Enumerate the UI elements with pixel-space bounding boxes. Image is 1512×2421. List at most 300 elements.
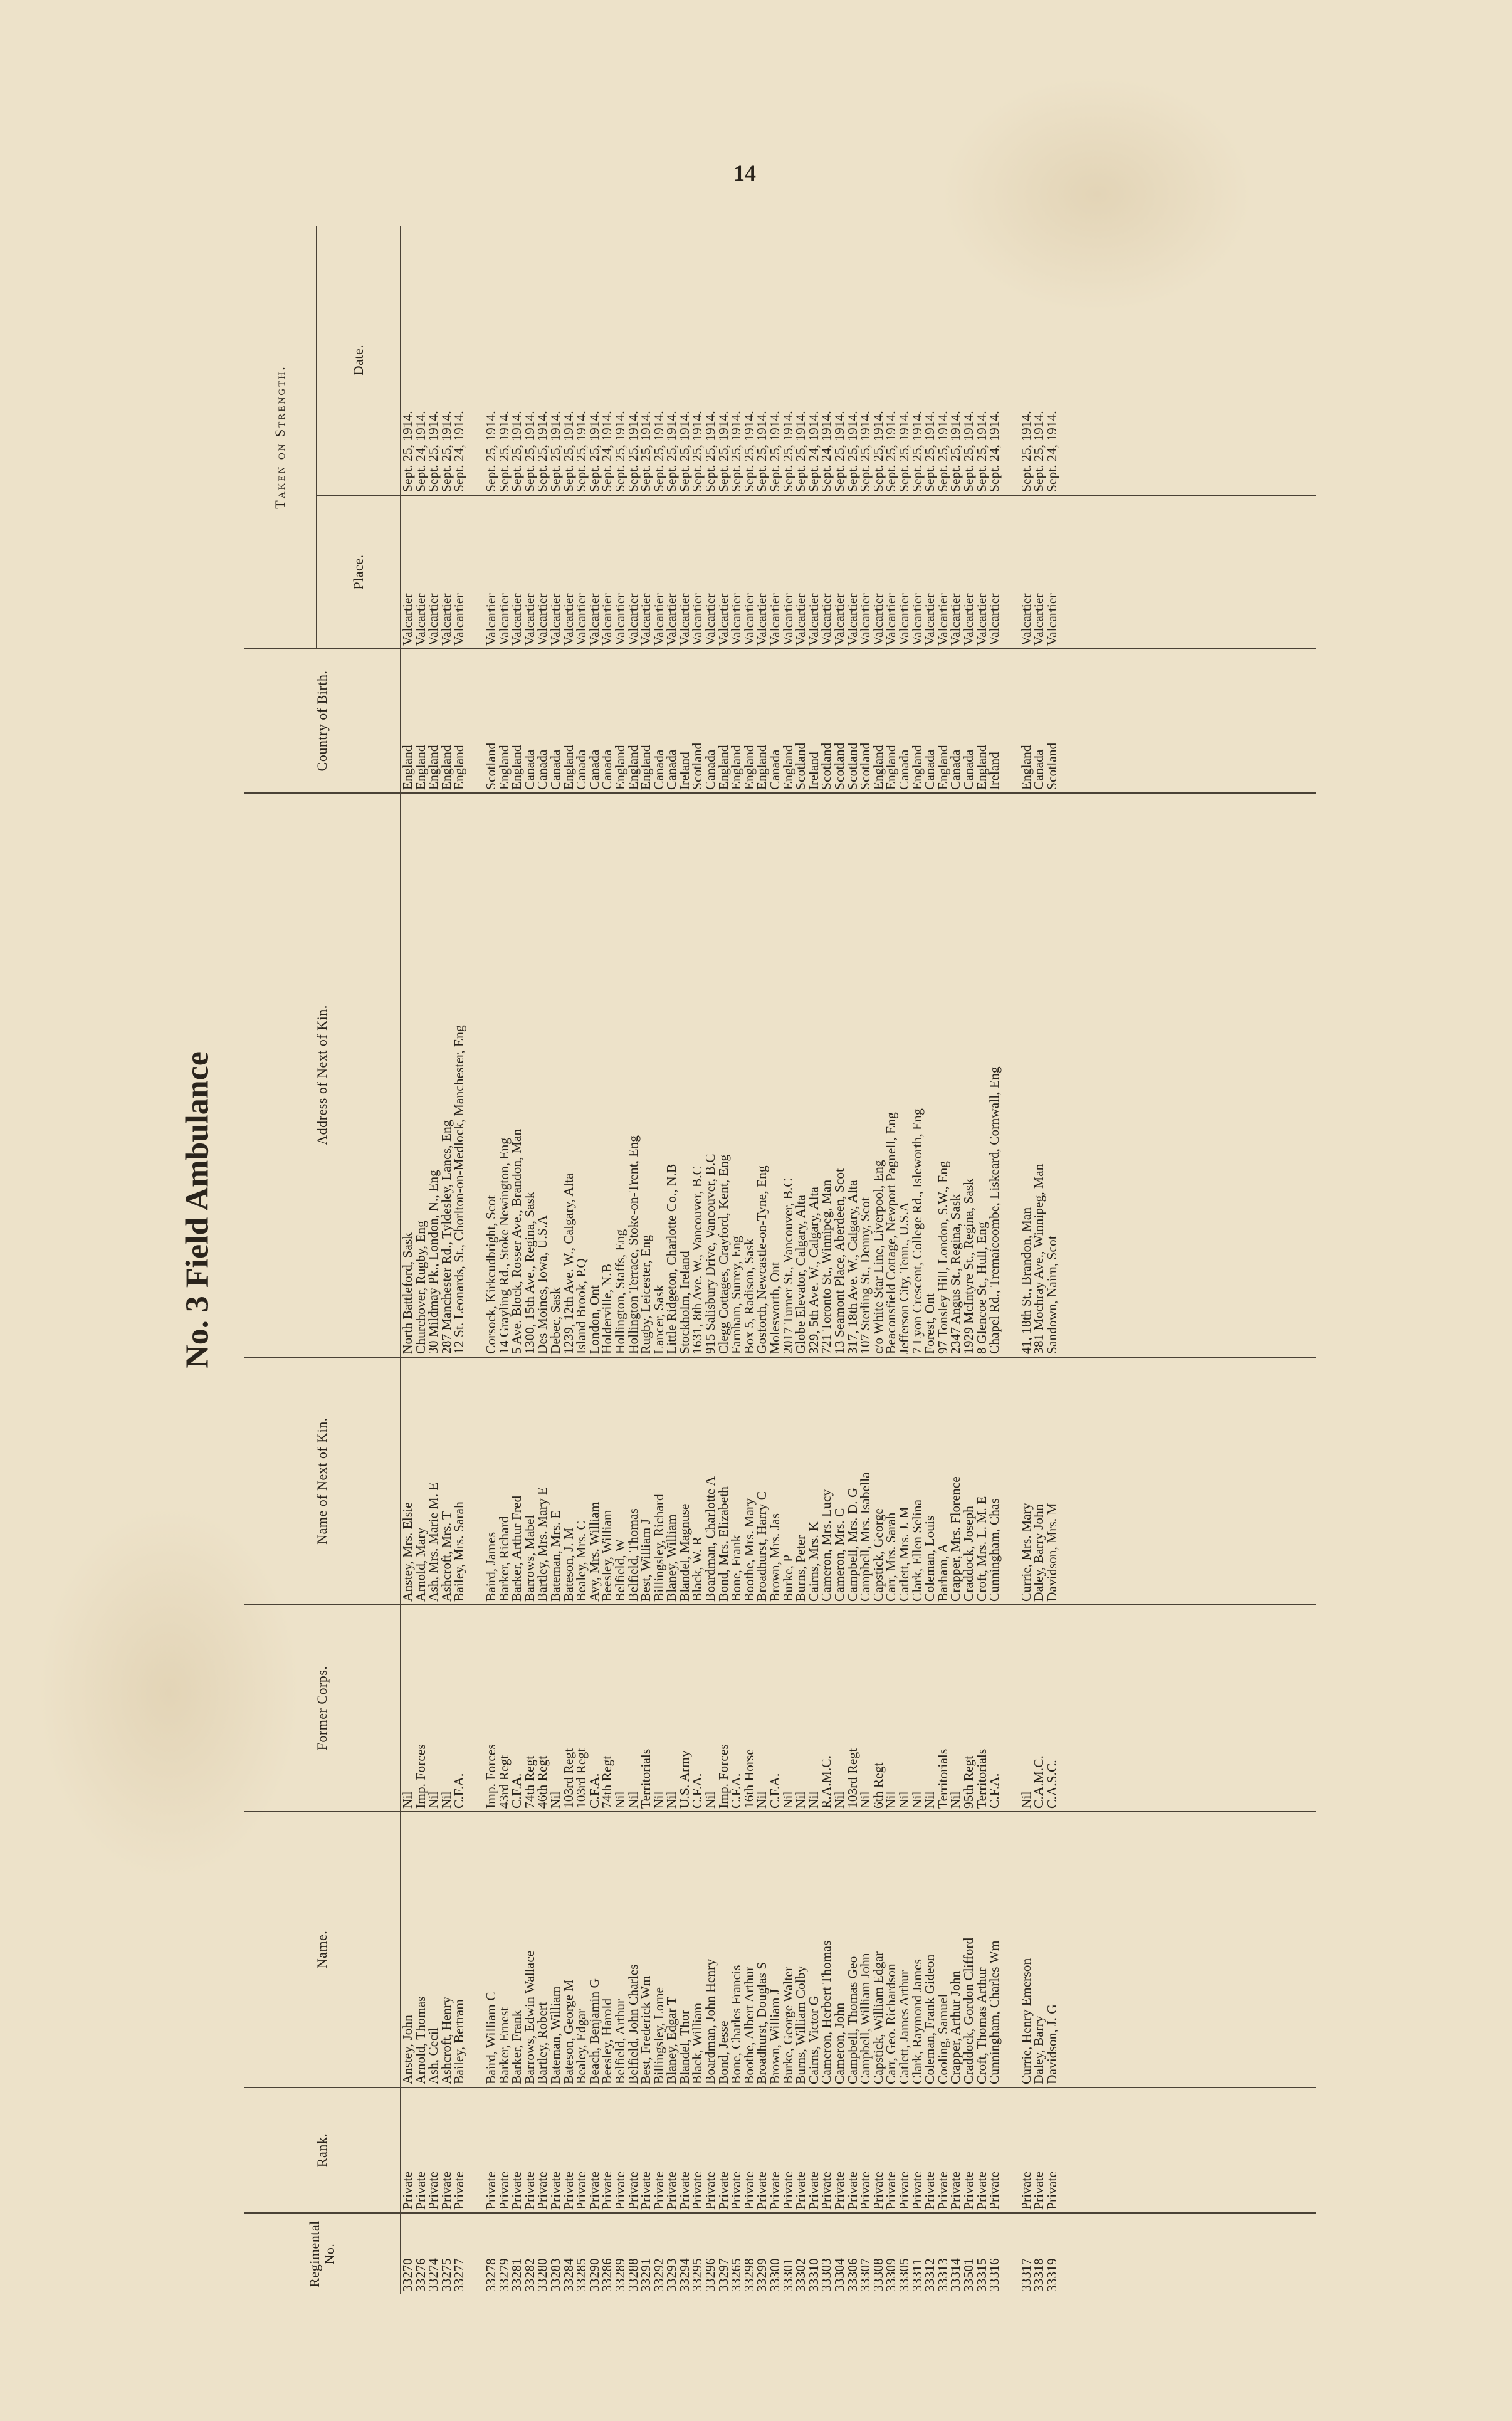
- country-of-birth-cell: England: [872, 649, 885, 793]
- regimental-no-cell: 33314: [949, 2213, 962, 2294]
- former-corps-cell: 16th Horse: [743, 1605, 756, 1812]
- address-cell: 317, 18th Ave. W., Calgary, Alta: [846, 793, 859, 1357]
- former-corps-cell: Nil: [794, 1605, 807, 1812]
- rank-cell: Private: [872, 2088, 885, 2213]
- country-of-birth-cell: Scotland: [794, 649, 807, 793]
- place-cell: Valcartier: [575, 495, 588, 649]
- regimental-no-cell: 33294: [678, 2213, 691, 2294]
- date-cell: Sept. 25, 1914.: [883, 411, 899, 492]
- rank-cell: Private: [807, 2088, 821, 2213]
- place-cell: Valcartier: [536, 495, 549, 649]
- name-cell: Brown, William J: [769, 1812, 782, 2088]
- address-cell: Clegg Cottages, Crayford, Kent, Eng: [717, 793, 730, 1357]
- country-of-birth-cell: England: [453, 649, 466, 793]
- name-cell: Beach, Benjamin G: [588, 1812, 601, 2088]
- spacer-cell: [1001, 495, 1020, 649]
- former-corps-cell: Nil: [704, 1605, 717, 1812]
- date-cell: Sept. 25, 1914.: [870, 411, 886, 492]
- country-of-birth-cell: England: [911, 649, 924, 793]
- date-cell: Sept. 25, 1914.: [400, 411, 415, 492]
- next-of-kin-cell: Capstick, George: [872, 1357, 885, 1605]
- former-corps-cell: C.F.A.: [453, 1605, 466, 1812]
- country-of-birth-cell: England: [743, 649, 756, 793]
- name-cell: Burns, William Colby: [794, 1812, 807, 2088]
- name-cell: Daley, Barry: [1032, 1812, 1046, 2088]
- header-taken-on-strength: Taken on Strength.: [244, 226, 317, 649]
- regimental-no-cell: 33291: [639, 2213, 653, 2294]
- next-of-kin-cell: Cameron, Mrs. C: [833, 1357, 846, 1605]
- name-cell: Carr, Geo. Richardson: [885, 1812, 898, 2088]
- country-of-birth-cell: Scotland: [846, 649, 859, 793]
- filler-cell: [1059, 495, 1317, 649]
- country-of-birth-cell: Canada: [601, 649, 614, 793]
- regimental-no-cell: 33501: [962, 2213, 975, 2294]
- former-corps-cell: Nil: [755, 1605, 769, 1812]
- address-cell: 30 Mildmay Pk., London, N., Eng: [427, 793, 440, 1357]
- place-cell: Valcartier: [485, 495, 498, 649]
- next-of-kin-cell: Davidson, Mrs. M: [1046, 1357, 1059, 1605]
- regimental-no-cell: 33298: [743, 2213, 756, 2294]
- table-row: [678, 226, 691, 2294]
- place-cell: Valcartier: [440, 495, 453, 649]
- former-corps-cell: Nil: [549, 1605, 562, 1812]
- name-cell: Belfield, John Charles: [627, 1812, 640, 2088]
- name-cell: Ash, Cecil: [427, 1812, 440, 2088]
- filler-cell: [1059, 1605, 1317, 1812]
- date-cell: Sept. 25, 1914.: [574, 411, 589, 492]
- next-of-kin-cell: Blandel, Magnuse: [678, 1357, 691, 1605]
- name-cell: Catlett, James Arthur: [898, 1812, 911, 2088]
- next-of-kin-cell: Boardman, Charlotte A: [704, 1357, 717, 1605]
- date-cell: Sept. 25, 1914.: [948, 411, 963, 492]
- regimental-no-cell: 33311: [911, 2213, 924, 2294]
- regimental-no-cell: 33270: [401, 2213, 414, 2294]
- place-cell: Valcartier: [949, 495, 962, 649]
- address-cell: Jefferson City, Tenn., U.S.A: [898, 793, 911, 1357]
- country-of-birth-cell: Canada: [962, 649, 975, 793]
- date-cell: Sept. 25, 1914.: [741, 411, 757, 492]
- rank-cell: Private: [769, 2088, 782, 2213]
- address-cell: 13 Seamont Place, Aberdeen, Scot: [833, 793, 846, 1357]
- place-cell: Valcartier: [962, 495, 975, 649]
- name-cell: Barrows, Edwin Wallace: [523, 1812, 537, 2088]
- table-row: [653, 226, 666, 2294]
- next-of-kin-cell: Bone, Frank: [730, 1357, 743, 1605]
- place-cell: Valcartier: [427, 495, 440, 649]
- former-corps-cell: Imp. Forces: [485, 1605, 498, 1812]
- header-place: Place.: [317, 495, 401, 649]
- table-row: [898, 226, 911, 2294]
- spacer-cell: [1001, 2088, 1020, 2213]
- address-cell: Molesworth, Ont: [769, 793, 782, 1357]
- name-cell: Coleman, Frank Gideon: [923, 1812, 937, 2088]
- name-cell: Anstey, John: [401, 1812, 414, 2088]
- date-cell: Sept. 25, 1914.: [664, 411, 680, 492]
- date-cell: Sept. 25, 1914.: [1018, 411, 1034, 492]
- address-cell: London, Ont: [588, 793, 601, 1357]
- former-corps-cell: C.F.A.: [769, 1605, 782, 1812]
- address-cell: Chapel Rd., Tremaicoombe, Liskeard, Cornwall, Eng: [988, 793, 1001, 1357]
- page-number: 14: [733, 160, 756, 186]
- next-of-kin-cell: Campbell, Mrs. D. G: [846, 1357, 859, 1605]
- spacer-cell: [1001, 226, 1020, 495]
- date-cell: Sept. 25, 1914.: [935, 411, 950, 492]
- table-row: [820, 226, 833, 2294]
- former-corps-cell: Territorials: [937, 1605, 950, 1812]
- former-corps-cell: Nil: [949, 1605, 962, 1812]
- country-of-birth-cell: Scotland: [820, 649, 833, 793]
- date-cell: Sept. 25, 1914.: [767, 411, 783, 492]
- table-row: [885, 226, 898, 2294]
- regimental-no-cell: 33319: [1046, 2213, 1059, 2294]
- next-of-kin-cell: Cunningham, Chas: [988, 1357, 1001, 1605]
- next-of-kin-cell: Avy, Mrs. William: [588, 1357, 601, 1605]
- regimental-no-cell: 33306: [846, 2213, 859, 2294]
- place-cell: Valcartier: [453, 495, 466, 649]
- next-of-kin-cell: Daley, Barry John: [1032, 1357, 1046, 1605]
- name-cell: Currie, Henry Emerson: [1020, 1812, 1033, 2088]
- regimental-no-cell: 33308: [872, 2213, 885, 2294]
- name-cell: Boardman, John Henry: [704, 1812, 717, 2088]
- address-cell: Gosforth, Newcastle-on-Tyne, Eng: [755, 793, 769, 1357]
- date-cell: Sept. 25, 1914.: [1031, 411, 1047, 492]
- next-of-kin-cell: Burns, Peter: [794, 1357, 807, 1605]
- date-cell: Sept. 25, 1914.: [909, 411, 925, 492]
- table-row: [769, 226, 782, 2294]
- date-cell: Sept. 25, 1914.: [535, 411, 550, 492]
- header-name: Name.: [244, 1812, 401, 2088]
- place-cell: Valcartier: [601, 495, 614, 649]
- country-of-birth-cell: Ireland: [988, 649, 1001, 793]
- rank-cell: Private: [485, 2088, 498, 2213]
- name-cell: Boothe, Albert Arthur: [743, 1812, 756, 2088]
- regimental-no-cell: 33276: [414, 2213, 428, 2294]
- place-cell: Valcartier: [1032, 495, 1046, 649]
- former-corps-cell: 103rd Regt: [846, 1605, 859, 1812]
- address-cell: North Battleford, Sask: [401, 793, 414, 1357]
- name-cell: Bone, Charles Francis: [730, 1812, 743, 2088]
- regimental-no-cell: 33286: [601, 2213, 614, 2294]
- table-row: [691, 226, 704, 2294]
- table-row: [414, 226, 428, 2294]
- name-cell: Barker, Frank: [510, 1812, 523, 2088]
- spacer-cell: [466, 2088, 485, 2213]
- rank-cell: Private: [549, 2088, 562, 2213]
- regimental-no-cell: 33297: [717, 2213, 730, 2294]
- rank-cell: Private: [691, 2088, 704, 2213]
- place-cell: Valcartier: [833, 495, 846, 649]
- rank-cell: Private: [614, 2088, 627, 2213]
- next-of-kin-cell: Beesley, William: [601, 1357, 614, 1605]
- regimental-no-cell: 33300: [769, 2213, 782, 2294]
- rank-cell: Private: [453, 2088, 466, 2213]
- table-row: [498, 226, 511, 2294]
- spacer-cell: [466, 793, 485, 1357]
- rank-cell: Private: [523, 2088, 537, 2213]
- address-cell: 1300, 15th Ave., Regina, Sask: [523, 793, 537, 1357]
- next-of-kin-cell: Bartley, Mrs. Mary E: [536, 1357, 549, 1605]
- table-row: [562, 226, 575, 2294]
- table-row: [975, 226, 989, 2294]
- next-of-kin-cell: Arnold, Mary: [414, 1357, 428, 1605]
- address-cell: Churchover, Rugby, Eng: [414, 793, 428, 1357]
- former-corps-cell: Nil: [782, 1605, 795, 1812]
- filler-cell: [1059, 2213, 1317, 2294]
- country-of-birth-cell: Canada: [769, 649, 782, 793]
- regimental-no-cell: 33284: [562, 2213, 575, 2294]
- former-corps-cell: 43rd Regt: [498, 1605, 511, 1812]
- table-row: [639, 226, 653, 2294]
- former-corps-cell: 103rd Regt: [562, 1605, 575, 1812]
- place-cell: Valcartier: [885, 495, 898, 649]
- former-corps-cell: Nil: [427, 1605, 440, 1812]
- table-row: [743, 226, 756, 2294]
- place-cell: Valcartier: [678, 495, 691, 649]
- regimental-no-cell: 33303: [820, 2213, 833, 2294]
- spacer-cell: [1001, 1812, 1020, 2088]
- regimental-no-cell: 33293: [665, 2213, 678, 2294]
- regimental-no-cell: 33290: [588, 2213, 601, 2294]
- address-cell: 381 Mochray Ave., Winnipeg, Man: [1032, 793, 1046, 1357]
- country-of-birth-cell: England: [510, 649, 523, 793]
- country-of-birth-cell: Scotland: [485, 649, 498, 793]
- regimental-no-cell: 33299: [755, 2213, 769, 2294]
- regimental-no-cell: 33289: [614, 2213, 627, 2294]
- country-of-birth-cell: Scotland: [1046, 649, 1059, 793]
- regimental-no-cell: 33274: [427, 2213, 440, 2294]
- table-row: [911, 226, 924, 2294]
- date-cell: Sept. 25, 1914.: [832, 411, 847, 492]
- rank-cell: Private: [923, 2088, 937, 2213]
- address-cell: 12 St. Leonards, St., Chorlton-on-Medlock, Manchester, Eng: [453, 793, 466, 1357]
- filler-cell: [1059, 793, 1317, 1357]
- regimental-no-cell: 33317: [1020, 2213, 1033, 2294]
- place-cell: Valcartier: [588, 495, 601, 649]
- date-cell: Sept. 25, 1914.: [438, 411, 454, 492]
- table-row: [755, 226, 769, 2294]
- next-of-kin-cell: Bealey, Mrs. C: [575, 1357, 588, 1605]
- name-cell: Blandel, Thor: [678, 1812, 691, 2088]
- table-row: [401, 226, 414, 2294]
- table-row: [427, 226, 440, 2294]
- rank-cell: Private: [911, 2088, 924, 2213]
- date-cell: Sept. 25, 1914.: [638, 411, 654, 492]
- country-of-birth-cell: England: [755, 649, 769, 793]
- next-of-kin-cell: Best, William J: [639, 1357, 653, 1605]
- table-row: [1046, 226, 1059, 2294]
- name-cell: Crapper, Arthur John: [949, 1812, 962, 2088]
- next-of-kin-cell: Currie, Mrs. Mary: [1020, 1357, 1033, 1605]
- header-date: Date.: [317, 226, 401, 495]
- spacer-cell: [466, 1605, 485, 1812]
- next-of-kin-cell: Catlett, Mrs. J. M: [898, 1357, 911, 1605]
- address-cell: 915 Salisbury Drive, Vancouver, B.C: [704, 793, 717, 1357]
- place-cell: Valcartier: [614, 495, 627, 649]
- name-cell: Belfield, Arthur: [614, 1812, 627, 2088]
- date-cell: Sept. 25, 1914.: [960, 411, 976, 492]
- address-cell: Rugby, Leicester, Eng: [639, 793, 653, 1357]
- header-next-of-kin: Name of Next of Kin.: [244, 1357, 401, 1605]
- next-of-kin-cell: Cameron, Mrs. Lucy: [820, 1357, 833, 1605]
- table-row: [588, 226, 601, 2294]
- address-cell: 329, 5th Ave. W., Calgary, Alta: [807, 793, 821, 1357]
- regimental-no-cell: 33318: [1032, 2213, 1046, 2294]
- name-cell: Clark, Raymond James: [911, 1812, 924, 2088]
- rank-cell: Private: [794, 2088, 807, 2213]
- rank-cell: Private: [1020, 2088, 1033, 2213]
- table-row: [937, 226, 950, 2294]
- rank-cell: Private: [401, 2088, 414, 2213]
- spacer-cell: [1001, 1357, 1020, 1605]
- group-spacer: [1001, 226, 1020, 2294]
- country-of-birth-cell: Canada: [923, 649, 937, 793]
- date-cell: Sept. 24, 1914.: [987, 411, 1002, 492]
- regimental-no-cell: 33313: [937, 2213, 950, 2294]
- table-row: [485, 226, 498, 2294]
- date-cell: Sept. 25, 1914.: [793, 411, 809, 492]
- next-of-kin-cell: Crapper, Mrs. Florence: [949, 1357, 962, 1605]
- name-cell: Beesley, Harold: [601, 1812, 614, 2088]
- name-cell: Arnold, Thomas: [414, 1812, 428, 2088]
- address-cell: Little Ridgeton, Charlotte Co., N.B: [665, 793, 678, 1357]
- date-cell: Sept. 25, 1914.: [547, 411, 563, 492]
- rank-cell: Private: [536, 2088, 549, 2213]
- place-cell: Valcartier: [769, 495, 782, 649]
- rank-cell: Private: [962, 2088, 975, 2213]
- address-cell: Globe Elevator, Calgary, Alta: [794, 793, 807, 1357]
- next-of-kin-cell: Anstey, Mrs. Elsie: [401, 1357, 414, 1605]
- place-cell: Valcartier: [1020, 495, 1033, 649]
- spacer-cell: [1001, 793, 1020, 1357]
- country-of-birth-cell: England: [414, 649, 428, 793]
- former-corps-cell: 6th Regt: [872, 1605, 885, 1812]
- country-of-birth-cell: Scotland: [691, 649, 704, 793]
- country-of-birth-cell: England: [427, 649, 440, 793]
- date-cell: Sept. 25, 1914.: [715, 411, 731, 492]
- table-row: [704, 226, 717, 2294]
- next-of-kin-cell: Baird, James: [485, 1357, 498, 1605]
- address-cell: 41, 18th St., Brandon, Man: [1020, 793, 1033, 1357]
- date-cell: Sept. 25, 1914.: [728, 411, 744, 492]
- date-cell: Sept. 25, 1914.: [896, 411, 911, 492]
- table-row: [833, 226, 846, 2294]
- country-of-birth-cell: England: [627, 649, 640, 793]
- place-cell: Valcartier: [653, 495, 666, 649]
- next-of-kin-cell: Barham, A: [937, 1357, 950, 1605]
- former-corps-cell: C.F.A.: [988, 1605, 1001, 1812]
- country-of-birth-cell: England: [937, 649, 950, 793]
- former-corps-cell: Imp. Forces: [717, 1605, 730, 1812]
- table-row: [730, 226, 743, 2294]
- former-corps-cell: Imp. Forces: [414, 1605, 428, 1812]
- rank-cell: Private: [575, 2088, 588, 2213]
- table-row: [717, 226, 730, 2294]
- name-cell: Bond, Jesse: [717, 1812, 730, 2088]
- rank-cell: Private: [414, 2088, 428, 2213]
- rank-cell: Private: [1032, 2088, 1046, 2213]
- country-of-birth-cell: Canada: [549, 649, 562, 793]
- place-cell: Valcartier: [923, 495, 937, 649]
- name-cell: Black, William: [691, 1812, 704, 2088]
- name-cell: Best, Frederick Wm: [639, 1812, 653, 2088]
- date-cell: Sept. 25, 1914.: [509, 411, 525, 492]
- name-cell: Craddock, Gordon Clifford: [962, 1812, 975, 2088]
- address-cell: Forest, Ont: [923, 793, 937, 1357]
- name-cell: Billingsley, Lorne: [653, 1812, 666, 2088]
- next-of-kin-cell: Campbell, Mrs. Isabella: [859, 1357, 872, 1605]
- address-cell: Hollington, Staffs, Eng: [614, 793, 627, 1357]
- regimental-no-cell: 33304: [833, 2213, 846, 2294]
- next-of-kin-cell: Boothe, Mrs. Mary: [743, 1357, 756, 1605]
- regimental-no-cell: 33277: [453, 2213, 466, 2294]
- country-of-birth-cell: England: [730, 649, 743, 793]
- date-cell: Sept. 25, 1914.: [496, 411, 512, 492]
- regimental-no-cell: 33265: [730, 2213, 743, 2294]
- table-row: [872, 226, 885, 2294]
- table-row: [807, 226, 821, 2294]
- country-of-birth-cell: Canada: [523, 649, 537, 793]
- place-cell: Valcartier: [846, 495, 859, 649]
- address-cell: Island Brook, P.Q: [575, 793, 588, 1357]
- country-of-birth-cell: England: [782, 649, 795, 793]
- header-address: Address of Next of Kin.: [244, 793, 401, 1357]
- regimental-no-cell: 33316: [988, 2213, 1001, 2294]
- next-of-kin-cell: Belfield, Thomas: [627, 1357, 640, 1605]
- country-of-birth-cell: Canada: [575, 649, 588, 793]
- rank-cell: Private: [755, 2088, 769, 2213]
- place-cell: Valcartier: [414, 495, 428, 649]
- place-cell: Valcartier: [549, 495, 562, 649]
- former-corps-cell: C.F.A.: [691, 1605, 704, 1812]
- address-cell: Des Moines, Iowa, U.S.A: [536, 793, 549, 1357]
- former-corps-cell: C.F.A.: [588, 1605, 601, 1812]
- table-row: [1032, 226, 1046, 2294]
- next-of-kin-cell: Burke, P: [782, 1357, 795, 1605]
- country-of-birth-cell: Scotland: [833, 649, 846, 793]
- former-corps-cell: Nil: [807, 1605, 821, 1812]
- regimental-no-cell: 33280: [536, 2213, 549, 2294]
- former-corps-cell: 74th Regt: [523, 1605, 537, 1812]
- rank-cell: Private: [717, 2088, 730, 2213]
- rank-cell: Private: [743, 2088, 756, 2213]
- table-row: [510, 226, 523, 2294]
- address-cell: Sandown, Nairn, Scot: [1046, 793, 1059, 1357]
- name-cell: Baird, William C: [485, 1812, 498, 2088]
- spacer-cell: [466, 2213, 485, 2294]
- name-cell: Blaney, Edgar T: [665, 1812, 678, 2088]
- name-cell: Bailey, Bertram: [453, 1812, 466, 2088]
- place-cell: Valcartier: [755, 495, 769, 649]
- table-row: [665, 226, 678, 2294]
- next-of-kin-cell: Barrows, Mabel: [523, 1357, 537, 1605]
- country-of-birth-cell: Canada: [704, 649, 717, 793]
- former-corps-cell: Nil: [627, 1605, 640, 1812]
- place-cell: Valcartier: [627, 495, 640, 649]
- country-of-birth-cell: England: [614, 649, 627, 793]
- name-cell: Bateson, George M: [562, 1812, 575, 2088]
- former-corps-cell: Nil: [401, 1605, 414, 1812]
- former-corps-cell: Nil: [1020, 1605, 1033, 1812]
- table-row: [1020, 226, 1033, 2294]
- date-cell: Sept. 25, 1914.: [754, 411, 770, 492]
- rank-cell: Private: [498, 2088, 511, 2213]
- table-row: [859, 226, 872, 2294]
- next-of-kin-cell: Craddock, Joseph: [962, 1357, 975, 1605]
- address-cell: 7 Lyon Crescent, College Rd., Isleworth, Eng: [911, 793, 924, 1357]
- date-cell: Sept. 25, 1914.: [703, 411, 718, 492]
- place-cell: Valcartier: [937, 495, 950, 649]
- address-cell: 14 Grayling Rd., Stoke Newington, Eng: [498, 793, 511, 1357]
